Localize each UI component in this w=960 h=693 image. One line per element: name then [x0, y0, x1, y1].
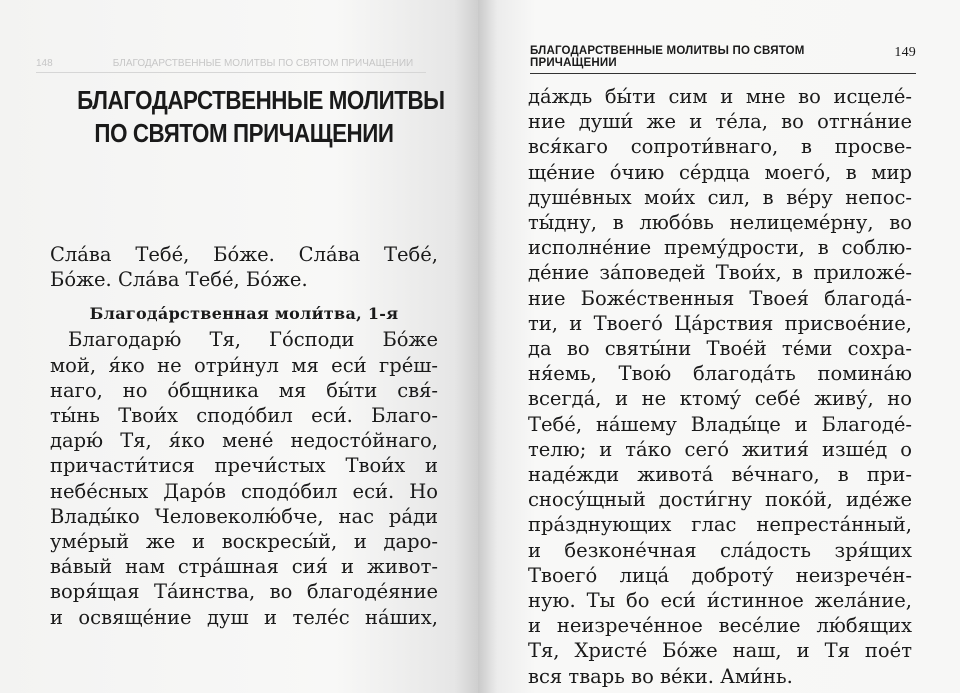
text-line: наго, но о́бщника мя бы́ти свя́- [50, 378, 438, 402]
text-line: Влады́ко Человеколю́бче, нас ра́ди [50, 504, 438, 528]
text-line: душе́вных мои́х сил, в ве́ру непос- [528, 185, 912, 209]
glory-verse [50, 242, 438, 292]
text-line: Тебе́, на́шему Влады́це и Благоде́- [528, 412, 912, 436]
text-line: воря́щая Та́инства, во благоде́яние [50, 580, 438, 604]
text-line: всегда́, и не ктому́ себе́ живу́, но [528, 387, 912, 411]
text-line: ня́емь, Твою́ благода́ть помина́ю [528, 362, 912, 386]
text-line: и безконе́чная сла́дость зря́щих [528, 538, 912, 562]
left-page-content [50, 84, 445, 630]
text-line: ти, и Твоего́ Ца́рствия присвое́ние, [528, 311, 912, 335]
text-line: и неизрече́нное весе́лие лю́бящих [528, 614, 912, 638]
text-line: Твоего́ лица́ доброту́ неизрече́н- [528, 563, 912, 587]
text-line: Благодарю́ Тя, Го́споди Бо́же [68, 328, 438, 352]
glory-line: Сла́ва Тебе́, Бо́же. Сла́ва Тебе́, [50, 243, 438, 266]
text-line: причасти́тися пречи́стых Твои́х и [50, 454, 438, 478]
text-line: наде́жди живота́ ве́чнаго, в при- [528, 463, 912, 487]
text-line: Тя, Христе́ Бо́же наш, и Тя пое́т [528, 639, 912, 663]
text-line: уме́рый же и воскресы́й, и даро- [50, 530, 438, 554]
text-line: да во святы́ни Твое́й те́ми сохра- [528, 337, 912, 361]
prayer-text-right [528, 84, 912, 689]
left-page [0, 0, 478, 693]
text-line: и освяще́ние душ и теле́с на́ших, [50, 605, 438, 629]
text-line: телю; и та́ко сего́ жития́ изше́д о [528, 437, 912, 461]
chapter-title-line-1: БЛАГОДАРСТВЕННЫЕ МОЛИТВЫ [77, 85, 445, 115]
running-head-title: БЛАГОДАРСТВЕННЫЕ МОЛИТВЫ ПО СВЯТОМ ПРИЧАЩЕНИИ [530, 45, 805, 69]
text-line: ние души́ же и те́ла, во отгна́ние [528, 110, 912, 134]
text-line: де́ние за́поведей Твои́х, в приложе́- [528, 261, 912, 285]
glory-line: Бо́же. Сла́ва Тебе́, Бо́же. [50, 268, 308, 292]
text-line: мой, я́ко не отри́нул мя еси́ гре́ш- [50, 353, 438, 377]
chapter-title [77, 84, 445, 150]
prayer-heading: Благода́рственная моли́тва, 1-я [89, 304, 399, 324]
text-line: ты́нь Твои́х сподо́бил еси́. Благо- [50, 404, 438, 428]
text-line: вся́каго сопроти́внаго, в просве- [528, 135, 912, 159]
prayer-text-left [50, 327, 438, 629]
text-line: ние Боже́ственныя Твоея́ благода́- [528, 286, 912, 310]
text-line: пра́зднующих глас непреста́нный, [528, 513, 912, 537]
text-line: небе́сных Даро́в сподо́бил еси́. Но [50, 479, 438, 503]
text-line: вся тварь во ве́ки. Ами́нь. [528, 664, 793, 688]
chapter-title-line-2: ПО СВЯТОМ ПРИЧАЩЕНИИ [94, 118, 394, 148]
bleed-through-title: БЛАГОДАРСТВЕННЫЕ МОЛИТВЫ ПО СВЯТОМ ПРИЧАЩЕНИИ [112, 58, 414, 69]
text-line: исполне́ние прему́дрости, в соблю- [528, 236, 912, 260]
text-line: ва́вый нам стра́шная сия́ и живот- [50, 555, 438, 579]
text-line: ты́дну, в любо́вь нелицеме́рну, во [528, 211, 912, 235]
bleed-through-page-number: 148 [36, 58, 53, 69]
text-line: да́ждь бы́ти сим и мне во исцеле́- [528, 85, 912, 108]
bleed-through-header [36, 58, 426, 73]
text-line: дарю́ Тя, я́ко мене́ недосто́йнаго, [50, 429, 438, 453]
page-number: 149 [894, 45, 916, 60]
running-head [530, 45, 916, 74]
text-line: ще́ние о́чию се́рдца моего́, в мир [528, 160, 912, 184]
text-line: сносу́щный дости́гну поко́й, иде́же [528, 488, 912, 512]
text-line: ную. Ты бо еси́ и́стинное жела́ние, [528, 589, 912, 613]
